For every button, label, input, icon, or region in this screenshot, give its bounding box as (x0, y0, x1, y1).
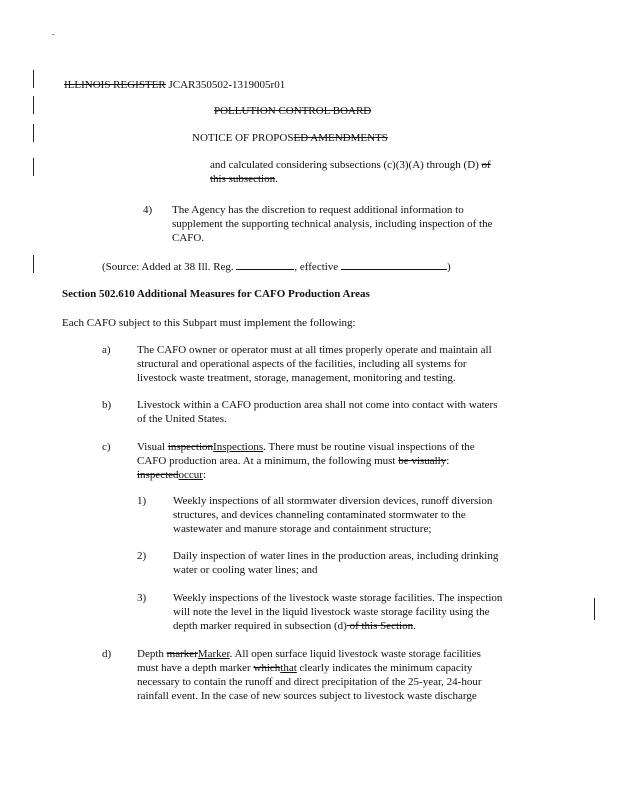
change-bar (33, 70, 34, 88)
register-strike: ILLINOIS REGISTER (64, 79, 166, 91)
register-code: JCAR350502-1319005r01 (168, 79, 286, 91)
notice-header: NOTICE OF PROPOSED AMENDMENTS (192, 132, 388, 144)
sub-3-number: 3) (137, 592, 147, 604)
scan-mark: - (52, 30, 55, 39)
sub-1-text: Weekly inspections of all stormwater diversion devices, runoff diversion structures, and devices channeling contaminated stormwater to the wastewater and manure storage and containment structure; (173, 495, 493, 535)
sub-1-number: 1) (137, 495, 147, 507)
blank-field (341, 258, 411, 270)
item-b-text: Livestock within a CAFO production area shall not come into contact with waters of the United States. (137, 399, 498, 425)
item-c-number: c) (102, 441, 111, 453)
section-heading: Section 502.610 Additional Measures for CAFO Production Areas (62, 288, 370, 300)
change-bar (33, 255, 34, 273)
item-d-text: Depth markerMarker. All open surface liquid livestock waste storage facilities must have a depth marker whichthat clearly indicates the minimum capacity necessary to contain the runoff and direct precipitation of the 25-year, 24-hour rainfall event. In the case of new sources subject to livestock waste discharge (137, 648, 482, 702)
item-a-number: a) (102, 344, 111, 356)
sub-3-text: Weekly inspections of the livestock waste storage facilities. The inspection will note the level in the liquid livestock waste storage facility using the depth marker required in subsection (d) of this Section. (173, 592, 503, 632)
change-bar (594, 598, 595, 620)
continuation-line-2: this subsection. (210, 173, 278, 185)
item-c-text: Visual inspectionInspections. There must be routine visual inspections of the CAFO production area. At a minimum, the following must be visually: inspectedoccur: (137, 441, 475, 481)
blank-field (411, 258, 447, 270)
item-a-text: The CAFO owner or operator must at all times properly operate and maintain all structural and operational aspects of the facilities, including all systems for livestock waste treatment, storage, management, monitoring and testing. (137, 344, 492, 384)
change-bar (33, 96, 34, 114)
item-d-number: d) (102, 648, 112, 660)
item-4-text: The Agency has the discretion to request additional information to supplement the supporting technical analysis, including inspection of the CAFO. (172, 204, 493, 244)
change-bar (33, 124, 34, 142)
register-header (64, 78, 285, 92)
continuation-line-1: and calculated considering subsections (c)(3)(A) through (D) of (210, 159, 491, 171)
change-bar (33, 158, 34, 176)
sub-2-text: Daily inspection of water lines in the production areas, including drinking water or cooling water lines; and (173, 550, 499, 576)
board-header: POLLUTION CONTROL BOARD (214, 105, 372, 117)
item-4-number: 4) (143, 204, 153, 216)
section-intro: Each CAFO subject to this Subpart must implement the following: (62, 317, 356, 329)
blank-field (236, 258, 294, 270)
sub-2-number: 2) (137, 550, 147, 562)
source-note: (Source: Added at 38 Ill. Reg. , effective ) (102, 258, 451, 274)
item-b-number: b) (102, 399, 112, 411)
